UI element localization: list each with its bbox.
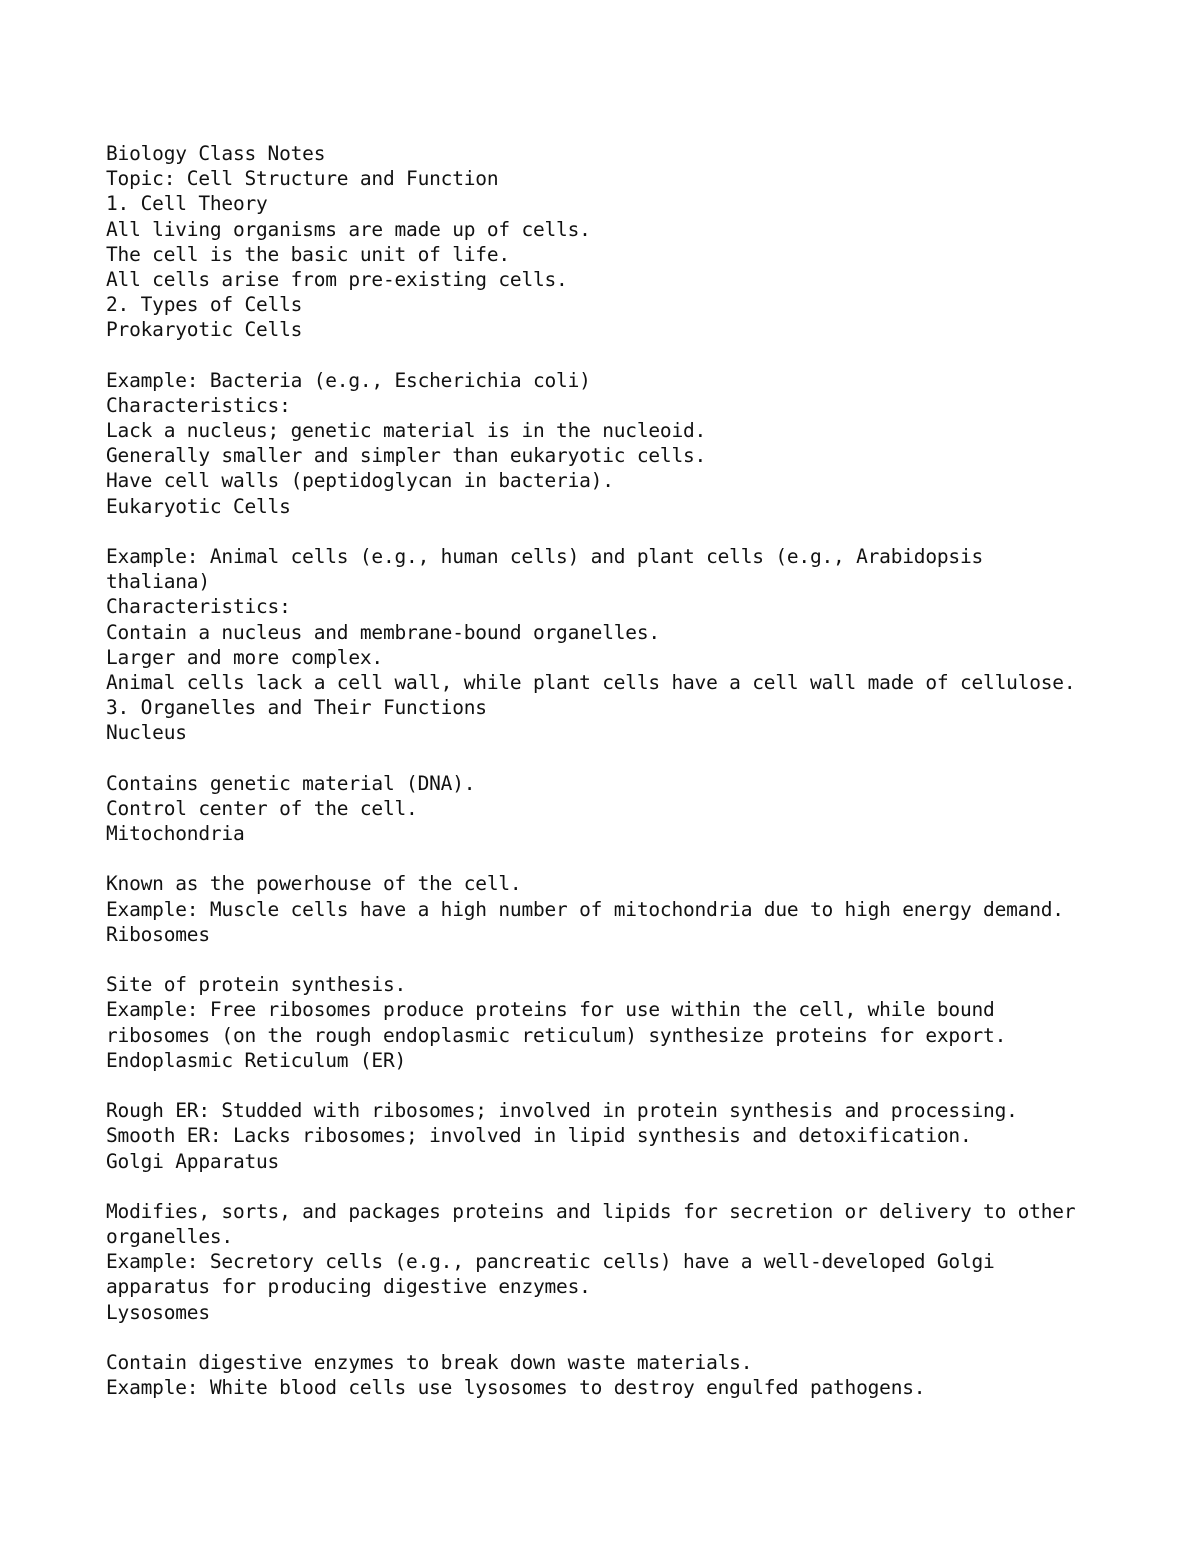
text-line: Smooth ER: Lacks ribosomes; involved in lipid synthesis and detoxification. [106,1124,972,1148]
text-line: Characteristics: [106,595,291,619]
text-line: Topic: Cell Structure and Function [106,167,499,191]
blank-line [106,1174,1166,1199]
text-line: Example: Animal cells (e.g., human cells) and plant cells (e.g., Arabidopsis [106,545,984,568]
blank-line [106,947,1166,972]
text-line: Nucleus [106,721,187,745]
blank-line [106,519,1166,544]
text-line: Endoplasmic Reticulum (ER) [106,1048,407,1072]
text-line: Animal cells lack a cell wall, while plant cells have a cell wall made of cellulose. [106,670,1076,694]
text-line: Ribosomes [106,922,210,946]
blank-line [106,1325,1166,1350]
text-line: Example: Free ribosomes produce proteins for use within the cell, while bound [106,998,995,1022]
blank-line [106,343,1166,368]
text-line: Lack a nucleus; genetic material is in the nucleoid. [106,419,707,443]
text-line: Lysosomes [106,1300,210,1324]
blank-line [106,846,1166,871]
text-line: Example: Muscle cells have a high number of mitochondria due to high energy demand. [106,897,1064,921]
text-line: All living organisms are made up of cells. [106,217,591,241]
text-line: apparatus for producing digestive enzymes. [106,1275,591,1299]
text-line: Example: Secretory cells (e.g., pancreatic cells) have a well-developed Golgi [106,1250,995,1274]
text-line: Example: Bacteria (e.g., Escherichia coli) [106,368,591,392]
text-line: Modifies, sorts, and packages proteins and lipids for secretion or delivery to other [106,1199,1076,1223]
text-line: 1. Cell Theory [106,192,268,216]
text-line: 2. Types of Cells [106,293,303,317]
text-line: Contain digestive enzymes to break down waste materials. [106,1351,753,1374]
text-line: Contain a nucleus and membrane-bound organelles. [106,620,660,644]
text-line: Have cell walls (peptidoglycan in bacteria). [106,469,614,493]
text-line: All cells arise from pre-existing cells. [106,267,568,291]
text-line: ribosomes (on the rough endoplasmic reticulum) synthesize proteins for export. [106,1023,1007,1047]
text-line: Contains genetic material (DNA). [106,771,476,795]
text-line: Generally smaller and simpler than eukaryotic cells. [106,444,707,468]
text-line: Golgi Apparatus [106,1149,280,1173]
text-line: Site of protein synthesis. [106,973,407,997]
text-line: Biology Class Notes [106,142,326,165]
text-line: thaliana) [106,570,210,594]
text-line: Mitochondria [106,822,245,846]
text-line: Example: White blood cells use lysosomes to destroy engulfed pathogens. [106,1376,926,1400]
text-line: 3. Organelles and Their Functions [106,696,487,720]
blank-line [106,1073,1166,1098]
text-line: Known as the powerhouse of the cell. [106,872,522,896]
text-line: organelles. [106,1225,233,1249]
text-line: Rough ER: Studded with ribosomes; involved in protein synthesis and processing. [106,1099,1018,1123]
text-line: Eukaryotic Cells [106,494,291,518]
text-line: The cell is the basic unit of life. [106,242,510,266]
text-line: Characteristics: [106,393,291,417]
text-line: Control center of the cell. [106,796,418,820]
blank-line [106,746,1166,771]
text-line: Prokaryotic Cells [106,318,303,342]
text-line: Larger and more complex. [106,645,383,669]
document-page [106,141,1166,1400]
